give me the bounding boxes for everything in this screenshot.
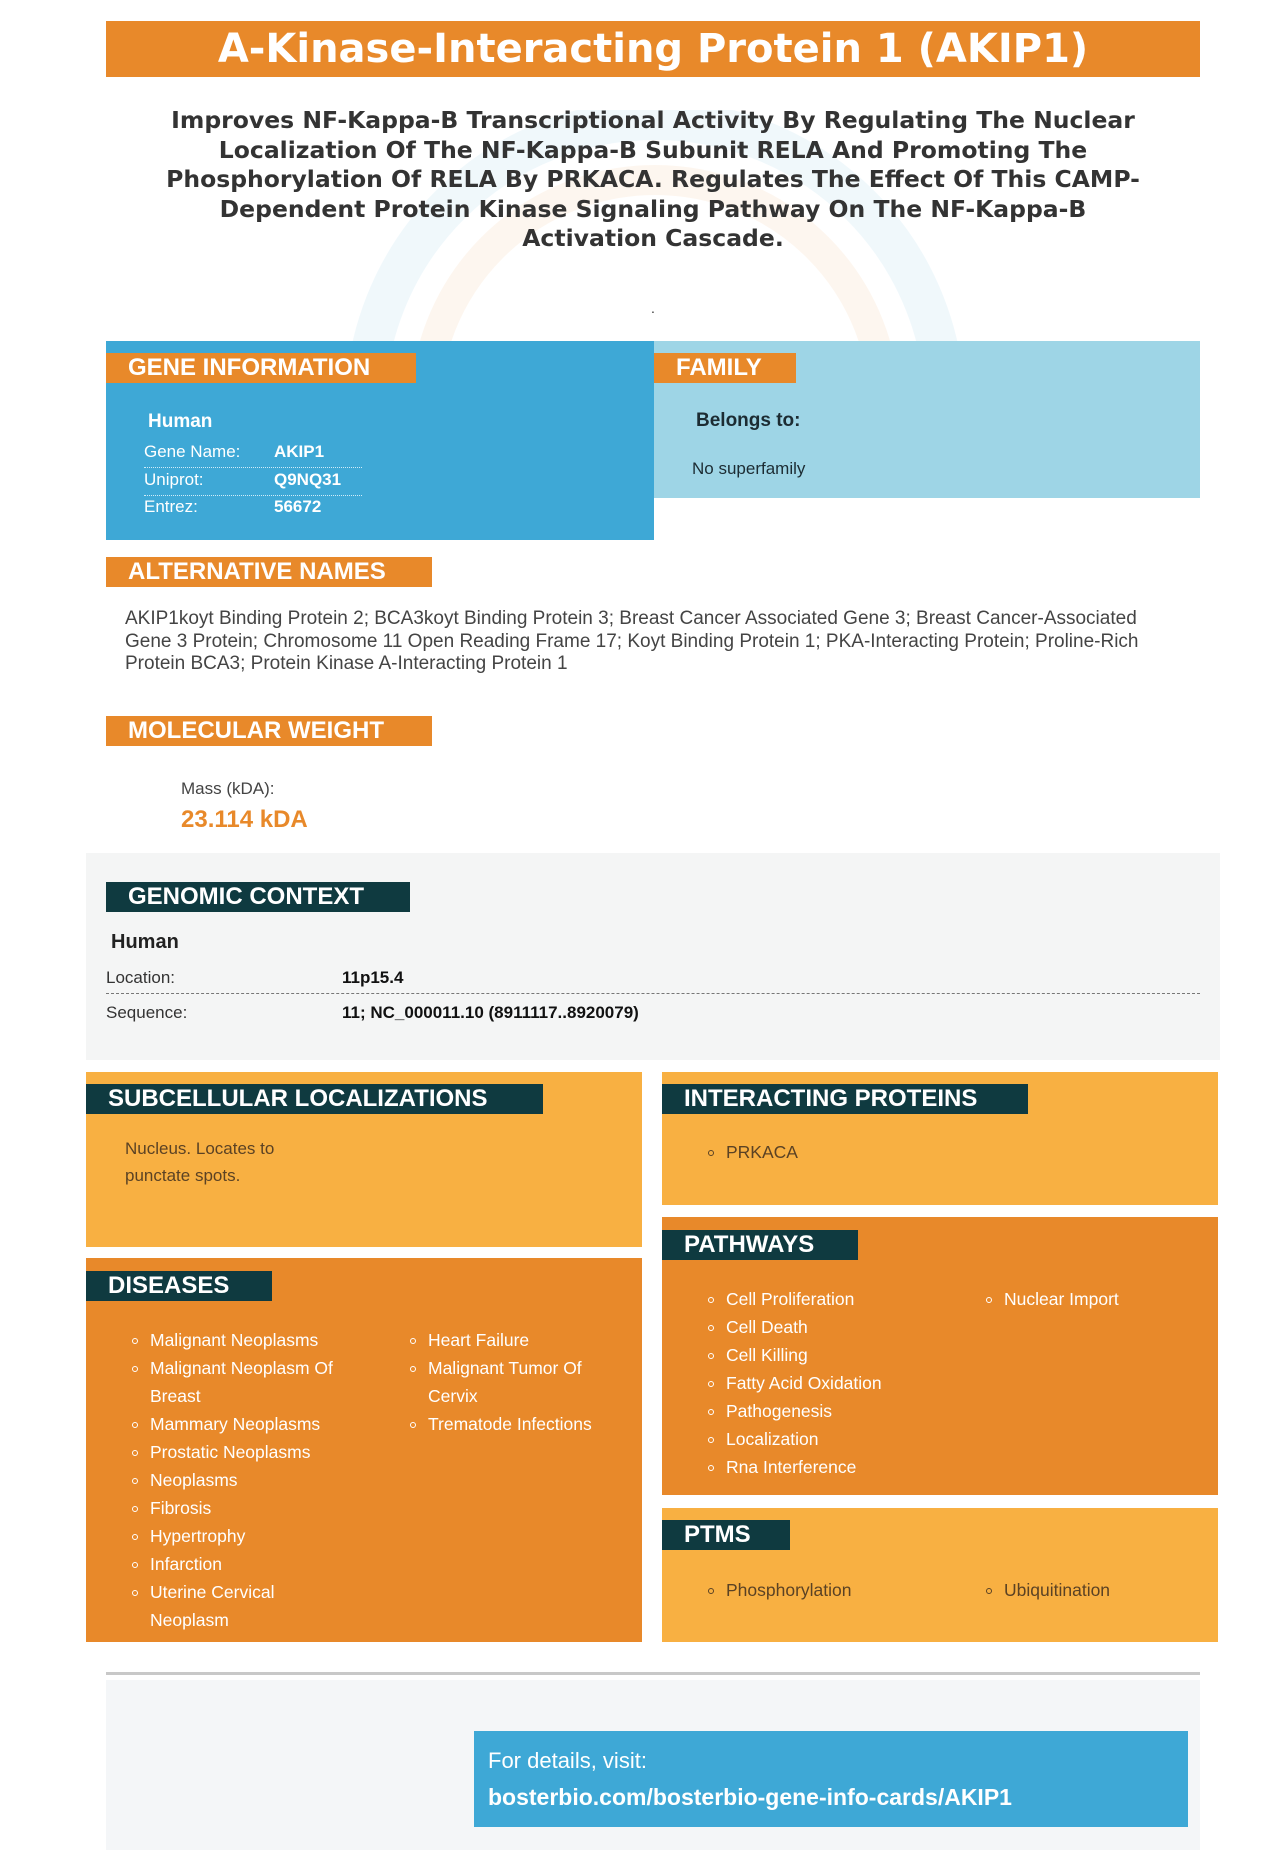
- list-item: Trematode Infections: [408, 1410, 618, 1438]
- location-row: [106, 963, 1200, 994]
- list-item: Fatty Acid Oxidation: [706, 1369, 946, 1397]
- alternative-names-text: AKIP1koyt Binding Protein 2; BCA3koyt Binding Protein 3; Breast Cancer Associated Gene 3; Breast Cancer-Associated Gene 3 Protein; Chromosome 11 Open Reading Frame 17; Koyt Binding Protein 1; PKA-Interacting Protein; Proline-Rich Protein BCA3; Protein Kinase A-Interacting Protein 1: [125, 608, 1139, 674]
- genomic-context-heading: GENOMIC CONTEXT: [106, 882, 410, 912]
- list-item: Uterine Cervical Neoplasm: [130, 1578, 340, 1634]
- diseases-panel: [86, 1258, 642, 1642]
- list-item: Ubiquitination: [984, 1576, 1194, 1604]
- gene-information-heading: GENE INFORMATION: [106, 353, 416, 383]
- uniprot-label: Uniprot:: [144, 470, 204, 489]
- mass-value: 23.114 kDA: [181, 806, 308, 833]
- sequence-value: 11; NC_000011.10 (8911117..8920079): [342, 1003, 639, 1022]
- genomic-species: Human: [111, 931, 179, 953]
- list-item: Malignant Tumor Of Cervix: [408, 1354, 618, 1410]
- uniprot-row: [144, 470, 362, 496]
- interacting-proteins-list: [706, 1138, 798, 1166]
- list-item: Nuclear Import: [984, 1285, 1194, 1313]
- sequence-row: [106, 999, 1200, 1027]
- list-item: Cell Killing: [706, 1341, 946, 1369]
- subcellular-text-line2: punctate spots.: [125, 1166, 241, 1185]
- diseases-list-col1: [130, 1326, 340, 1634]
- pathways-heading: PATHWAYS: [662, 1230, 858, 1260]
- subcellular-text: [125, 1135, 274, 1189]
- list-item: PRKACA: [706, 1138, 798, 1166]
- list-item: Heart Failure: [408, 1326, 618, 1354]
- details-box: [474, 1731, 1188, 1827]
- sequence-label: Sequence:: [106, 1003, 188, 1022]
- ptms-list-col1: [706, 1576, 946, 1604]
- list-item: Fibrosis: [130, 1494, 340, 1522]
- entrez-row: [144, 497, 362, 523]
- alternative-names-heading: ALTERNATIVE NAMES: [106, 557, 432, 587]
- details-label: For details, visit:: [488, 1748, 647, 1773]
- ptms-list-col2: [984, 1576, 1194, 1604]
- list-item: Rna Interference: [706, 1453, 946, 1481]
- list-item: Localization: [706, 1425, 946, 1453]
- list-item: Malignant Neoplasm Of Breast: [130, 1354, 340, 1410]
- mass-label: Mass (kDA):: [181, 779, 275, 798]
- location-label: Location:: [106, 968, 175, 987]
- subcellular-heading: SUBCELLULAR LOCALIZATIONS: [86, 1084, 543, 1114]
- gene-species: Human: [148, 411, 213, 432]
- list-item: Mammary Neoplasms: [130, 1410, 340, 1438]
- summary-dot: .: [651, 300, 655, 316]
- list-item: Cell Proliferation: [706, 1285, 946, 1313]
- entrez-label: Entrez:: [144, 497, 198, 516]
- page-title: A-Kinase-Interacting Protein 1 (AKIP1): [106, 21, 1200, 77]
- list-item: Infarction: [130, 1550, 340, 1578]
- diseases-list-col2: [408, 1326, 618, 1438]
- list-item: Malignant Neoplasms: [130, 1326, 340, 1354]
- diseases-heading: DISEASES: [86, 1271, 272, 1301]
- family-value: No superfamily: [692, 459, 806, 478]
- list-item: Phosphorylation: [706, 1576, 946, 1604]
- ptms-heading: PTMS: [662, 1520, 790, 1550]
- gene-name-label: Gene Name:: [144, 442, 241, 461]
- gene-name-value: AKIP1: [274, 442, 325, 461]
- uniprot-value[interactable]: Q9NQ31: [274, 470, 342, 489]
- interacting-proteins-heading: INTERACTING PROTEINS: [662, 1084, 1028, 1114]
- list-item: Neoplasms: [130, 1466, 340, 1494]
- list-item: Cell Death: [706, 1313, 946, 1341]
- gene-name-row: [144, 442, 362, 468]
- list-item: Prostatic Neoplasms: [130, 1438, 340, 1466]
- entrez-value[interactable]: 56672: [274, 497, 322, 516]
- subcellular-text-line1: Nucleus. Locates to: [125, 1139, 275, 1158]
- location-value: 11p15.4: [342, 968, 404, 987]
- pathways-list-col1: [706, 1285, 946, 1481]
- details-link[interactable]: bosterbio.com/bosterbio-gene-info-cards/AKIP1: [488, 1784, 1012, 1810]
- list-item: Hypertrophy: [130, 1522, 340, 1550]
- protein-summary: Improves NF-Kappa-B Transcriptional Activity By Regulating The Nuclear Localization Of The NF-Kappa-B Subunit RELA And Promoting The Phosphorylation Of RELA By PRKACA. Regulates The Effect Of This CAMP-Dependent Protein Kinase Signaling Pathway On The NF-Kappa-B Activation Cascade.: [166, 106, 1140, 252]
- pathways-list-col2: [984, 1285, 1194, 1313]
- footer-divider: [106, 1672, 1200, 1675]
- list-item: Pathogenesis: [706, 1397, 946, 1425]
- molecular-weight-heading: MOLECULAR WEIGHT: [106, 716, 432, 746]
- family-heading: FAMILY: [654, 353, 796, 383]
- family-belongs-to-label: Belongs to:: [696, 410, 801, 431]
